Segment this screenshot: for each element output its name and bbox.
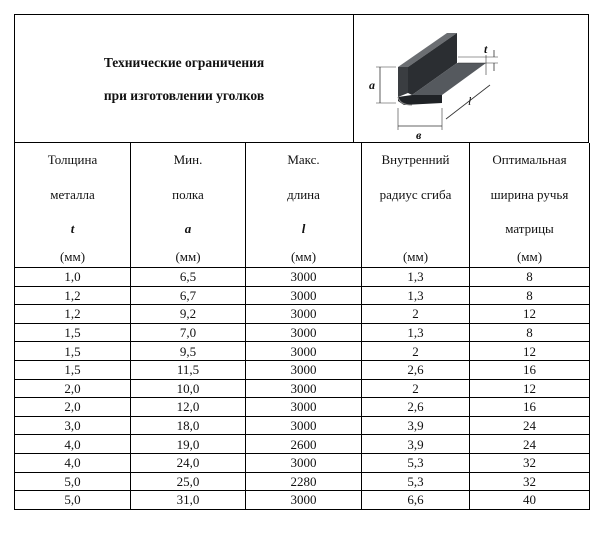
- table-cell: 2: [362, 379, 470, 398]
- limits-table: [14, 143, 590, 510]
- table-row: [15, 416, 590, 435]
- header-row: [15, 143, 590, 268]
- table-row: [15, 323, 590, 342]
- table-cell: 12: [470, 379, 590, 398]
- table-cell: 5,0: [15, 472, 131, 491]
- table-cell: 8: [470, 268, 590, 287]
- table-row: [15, 435, 590, 454]
- table-cell: 2,0: [15, 379, 131, 398]
- document-title: [15, 15, 353, 142]
- table-cell: 1,0: [15, 268, 131, 287]
- table-cell: 5,0: [15, 491, 131, 510]
- table-cell: 1,3: [362, 268, 470, 287]
- table-cell: 5,3: [362, 453, 470, 472]
- table-cell: 6,6: [362, 491, 470, 510]
- table-cell: 2: [362, 305, 470, 324]
- table-cell: 6,7: [131, 286, 246, 305]
- table-row: [15, 472, 590, 491]
- table-cell: 6,5: [131, 268, 246, 287]
- header-block: [14, 14, 589, 143]
- table-cell: 25,0: [131, 472, 246, 491]
- table-cell: 12: [470, 305, 590, 324]
- table-cell: 12,0: [131, 398, 246, 417]
- angle-profile-icon: [354, 15, 588, 142]
- table-cell: 1,5: [15, 323, 131, 342]
- table-cell: 3000: [246, 360, 362, 379]
- table-row: [15, 268, 590, 287]
- table-cell: 18,0: [131, 416, 246, 435]
- table-cell: 3,9: [362, 416, 470, 435]
- spec-sheet: [14, 14, 589, 510]
- table-cell: 3000: [246, 342, 362, 361]
- table-row: [15, 453, 590, 472]
- dim-label-l: l: [468, 94, 472, 108]
- col-header-thickness: Толщина металла t (мм): [15, 143, 131, 268]
- table-cell: 3000: [246, 323, 362, 342]
- table-cell: 4,0: [15, 453, 131, 472]
- table-cell: 3000: [246, 398, 362, 417]
- dim-label-b: в: [416, 128, 422, 142]
- table-cell: 3000: [246, 268, 362, 287]
- table-row: [15, 286, 590, 305]
- table-cell: 3000: [246, 286, 362, 305]
- table-cell: 3000: [246, 491, 362, 510]
- table-cell: 40: [470, 491, 590, 510]
- angle-profile-diagram: [354, 15, 588, 142]
- table-cell: 3000: [246, 379, 362, 398]
- table-cell: 1,3: [362, 323, 470, 342]
- table-cell: 10,0: [131, 379, 246, 398]
- table-cell: 3000: [246, 453, 362, 472]
- table-body: [15, 268, 590, 510]
- table-cell: 1,5: [15, 360, 131, 379]
- table-cell: 9,5: [131, 342, 246, 361]
- table-cell: 3,0: [15, 416, 131, 435]
- table-cell: 2,6: [362, 360, 470, 379]
- table-cell: 24: [470, 435, 590, 454]
- title-line-1: Технические ограничения: [103, 54, 265, 70]
- col-header-die-width: Оптимальная ширина ручья матрицы (мм): [470, 143, 590, 268]
- dim-label-a: a: [369, 78, 375, 92]
- table-cell: 9,2: [131, 305, 246, 324]
- table-row: [15, 491, 590, 510]
- table-cell: 3000: [246, 416, 362, 435]
- table-cell: 32: [470, 453, 590, 472]
- table-cell: 3,9: [362, 435, 470, 454]
- table-cell: 16: [470, 398, 590, 417]
- table-cell: 2600: [246, 435, 362, 454]
- table-cell: 8: [470, 286, 590, 305]
- table-cell: 16: [470, 360, 590, 379]
- table-cell: 3000: [246, 305, 362, 324]
- table-cell: 1,5: [15, 342, 131, 361]
- table-cell: 24,0: [131, 453, 246, 472]
- table-cell: 12: [470, 342, 590, 361]
- table-cell: 8: [470, 323, 590, 342]
- table-cell: 2: [362, 342, 470, 361]
- table-row: [15, 379, 590, 398]
- table-cell: 24: [470, 416, 590, 435]
- table-row: [15, 342, 590, 361]
- table-cell: 1,2: [15, 305, 131, 324]
- table-cell: 2280: [246, 472, 362, 491]
- table-row: [15, 305, 590, 324]
- table-cell: 32: [470, 472, 590, 491]
- table-cell: 19,0: [131, 435, 246, 454]
- table-cell: 31,0: [131, 491, 246, 510]
- col-header-bend-radius: Внутренний радиус сгиба (мм): [362, 143, 470, 268]
- table-cell: 11,5: [131, 360, 246, 379]
- title-line-2: при изготовлении уголков: [103, 87, 265, 103]
- table-cell: 1,2: [15, 286, 131, 305]
- table-cell: 5,3: [362, 472, 470, 491]
- col-header-max-length: Макс. длина l (мм): [246, 143, 362, 268]
- table-row: [15, 398, 590, 417]
- dim-label-t: t: [484, 42, 488, 56]
- table-cell: 2,6: [362, 398, 470, 417]
- table-cell: 1,3: [362, 286, 470, 305]
- col-header-min-flange: Мин. полка a (мм): [131, 143, 246, 268]
- table-cell: 4,0: [15, 435, 131, 454]
- table-cell: 7,0: [131, 323, 246, 342]
- table-cell: 2,0: [15, 398, 131, 417]
- table-row: [15, 360, 590, 379]
